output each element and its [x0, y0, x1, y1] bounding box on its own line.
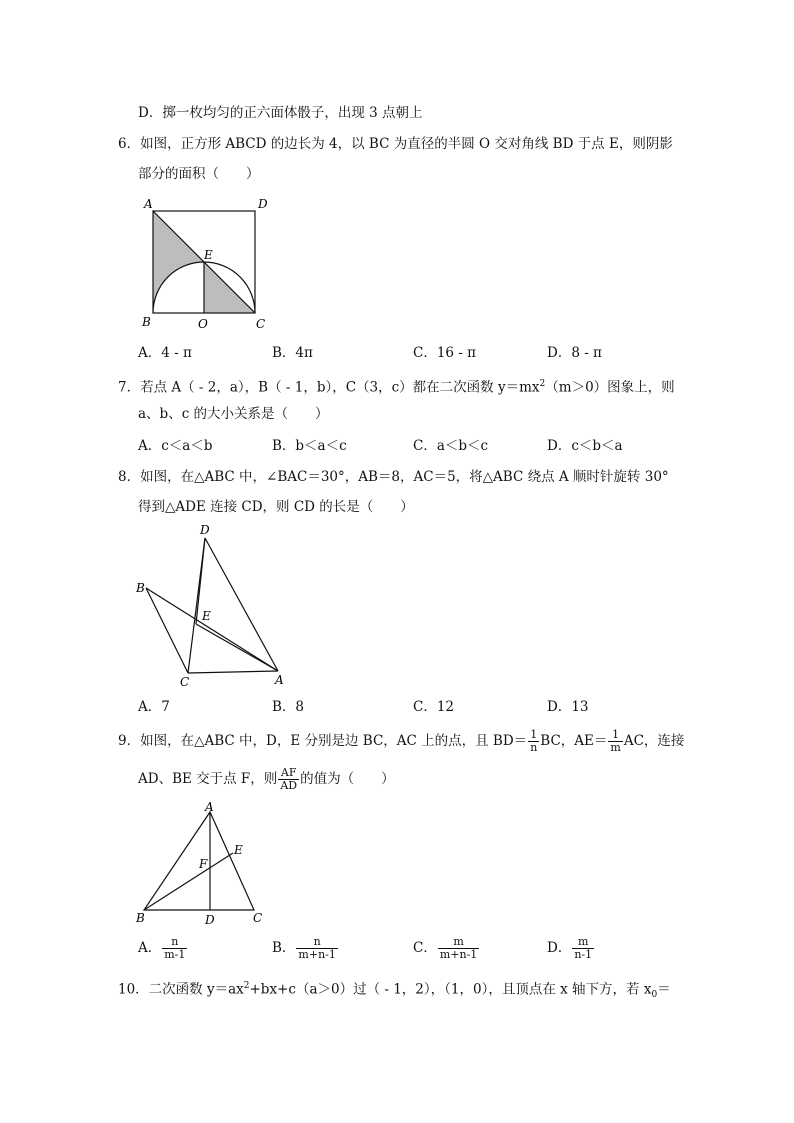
- q9-label-d: D: [205, 913, 215, 927]
- q9-option-a-fraction: [162, 936, 187, 961]
- q9-option-d-num: m: [578, 935, 589, 948]
- q8-segment-da: [205, 538, 278, 671]
- q8-option-d: D．13: [547, 699, 589, 715]
- q9-label-e: E: [234, 843, 243, 857]
- q9-option-a-num: n: [171, 935, 179, 948]
- q9-option-b-fraction: [296, 936, 337, 961]
- q9-stem-line2-text: AD、BE 交于点 F，则: [138, 771, 278, 787]
- q9-option-c-prefix: C．: [413, 940, 437, 956]
- q8-option-c: C．12: [413, 699, 455, 715]
- q6-option-b: B．4π: [272, 345, 313, 361]
- q9-option-b-num: n: [313, 935, 321, 948]
- q7-option-c: C．a＜b＜c: [413, 438, 489, 454]
- q10-stem-text: 10．二次函数 y＝ax: [118, 981, 244, 998]
- q9-frac1-den: n: [530, 741, 538, 754]
- q6-label-e: E: [204, 248, 213, 262]
- q9-segment-be: [144, 853, 233, 910]
- q6-stem-line2: 部分的面积（ ）: [138, 166, 260, 182]
- q9-option-a-den: m-1: [164, 948, 186, 961]
- q8-segment-ba: [146, 588, 278, 671]
- q10-stem-mid: +bx+c（a＞0）过（ - 1，2），（1，0），且顶点在 x 轴下方，若 x: [249, 981, 652, 998]
- q8-stem-line1: 8．如图，在△ABC 中，∠BAC＝30°，AB＝8，AC＝5，将△ABC 绕点 A 顺时针旋转 30°: [118, 469, 669, 485]
- q9-option-d: [547, 934, 595, 962]
- q7-stem-line1-text: 7．若点 A（ - 2，a），B（ - 1，b），C（3，c）都在二次函数 y＝mx: [118, 379, 540, 396]
- q6-option-c: C．16 - π: [413, 345, 477, 361]
- q8-option-b: B．8: [272, 699, 305, 715]
- q9-option-c: [413, 934, 480, 962]
- q9-option-d-den: n-1: [574, 948, 593, 961]
- q5-option-d: D．掷一枚均匀的正六面体骰子，出现 3 点朝上: [138, 105, 423, 121]
- q9-option-a: [138, 934, 188, 962]
- q8-stem-line2: 得到△ADE 连接 CD，则 CD 的长是（ ）: [138, 499, 414, 515]
- q9-option-c-fraction: [438, 936, 479, 961]
- q9-option-b-den: m+n-1: [298, 948, 336, 961]
- q9-frac3-num: AF: [280, 766, 297, 779]
- q9-fraction-bd: [528, 729, 539, 754]
- q10-subscript: 0: [651, 990, 658, 1001]
- q9-option-c-num: m: [453, 935, 464, 948]
- q7-stem-line1: [118, 374, 675, 398]
- q10-stem-tail: ＝: [657, 981, 671, 998]
- q9-frac2-den: m: [610, 741, 621, 754]
- q7-option-a: A．c＜a＜b: [138, 438, 213, 454]
- q6-label-d: D: [258, 197, 268, 211]
- q9-figure-triangle: [132, 802, 272, 930]
- q6-stem-line1: 6．如图，正方形 ABCD 的边长为 4，以 BC 为直径的半圆 O 交对角线 BD 于点 E，则阴影: [118, 136, 673, 152]
- q8-label-a: A: [275, 673, 284, 687]
- q8-label-e: E: [202, 609, 211, 623]
- q9-label-f: F: [199, 857, 208, 871]
- q9-stem-line1-text: 9．如图，在△ABC 中，D，E 分别是边 BC，AC 上的点，且 BD＝: [118, 733, 528, 749]
- q6-option-d: D．8 - π: [547, 345, 602, 361]
- q9-label-a: A: [205, 802, 214, 814]
- q9-option-d-fraction: [572, 936, 594, 961]
- q9-stem-line1-tail: AC，连接: [623, 733, 685, 749]
- q9-label-b: B: [136, 911, 145, 925]
- q9-stem-line2: [138, 766, 395, 792]
- q9-stem-line1-mid: BC，AE＝: [540, 733, 608, 749]
- q8-label-c: C: [180, 675, 190, 689]
- q8-figure-triangles: [130, 518, 300, 690]
- q10-stem-line1: [118, 976, 671, 1005]
- q9-stem-line2-tail: 的值为（ ）: [300, 771, 395, 787]
- q8-option-a: A．7: [138, 699, 170, 715]
- q6-label-c: C: [256, 317, 266, 331]
- q9-option-b-prefix: B．: [272, 940, 296, 956]
- q6-label-a: A: [144, 197, 153, 211]
- q9-frac1-num: 1: [530, 728, 538, 741]
- q7-option-d: D．c＜b＜a: [547, 438, 623, 454]
- q6-label-o: O: [198, 317, 208, 331]
- q9-fraction-af-ad: [278, 767, 299, 792]
- q7-stem-line1-tail: （m＞0）图象上，则: [545, 379, 675, 396]
- q9-stem-line1: [118, 728, 684, 754]
- q8-segment-ca: [188, 671, 278, 673]
- q7-exponent: 2: [539, 379, 546, 389]
- q7-stem-line2: a、b、c 的大小关系是（ ）: [138, 406, 329, 422]
- q9-fraction-ae: [608, 729, 622, 754]
- q8-label-d: D: [200, 523, 210, 537]
- q10-exponent: 2: [243, 981, 250, 991]
- q9-option-b: [272, 934, 339, 962]
- q7-option-b: B．b＜a＜c: [272, 438, 347, 454]
- q9-frac3-den: AD: [280, 779, 298, 792]
- q9-option-d-prefix: D．: [547, 940, 572, 956]
- q6-figure-square: [138, 193, 278, 333]
- q8-label-b: B: [136, 581, 145, 595]
- q9-label-c: C: [253, 911, 263, 925]
- q6-option-a: A．4 - π: [138, 345, 192, 361]
- q9-option-a-prefix: A．: [138, 940, 162, 956]
- q6-label-b: B: [142, 315, 151, 329]
- q9-option-c-den: m+n-1: [439, 948, 478, 961]
- q9-frac2-num: 1: [612, 728, 620, 741]
